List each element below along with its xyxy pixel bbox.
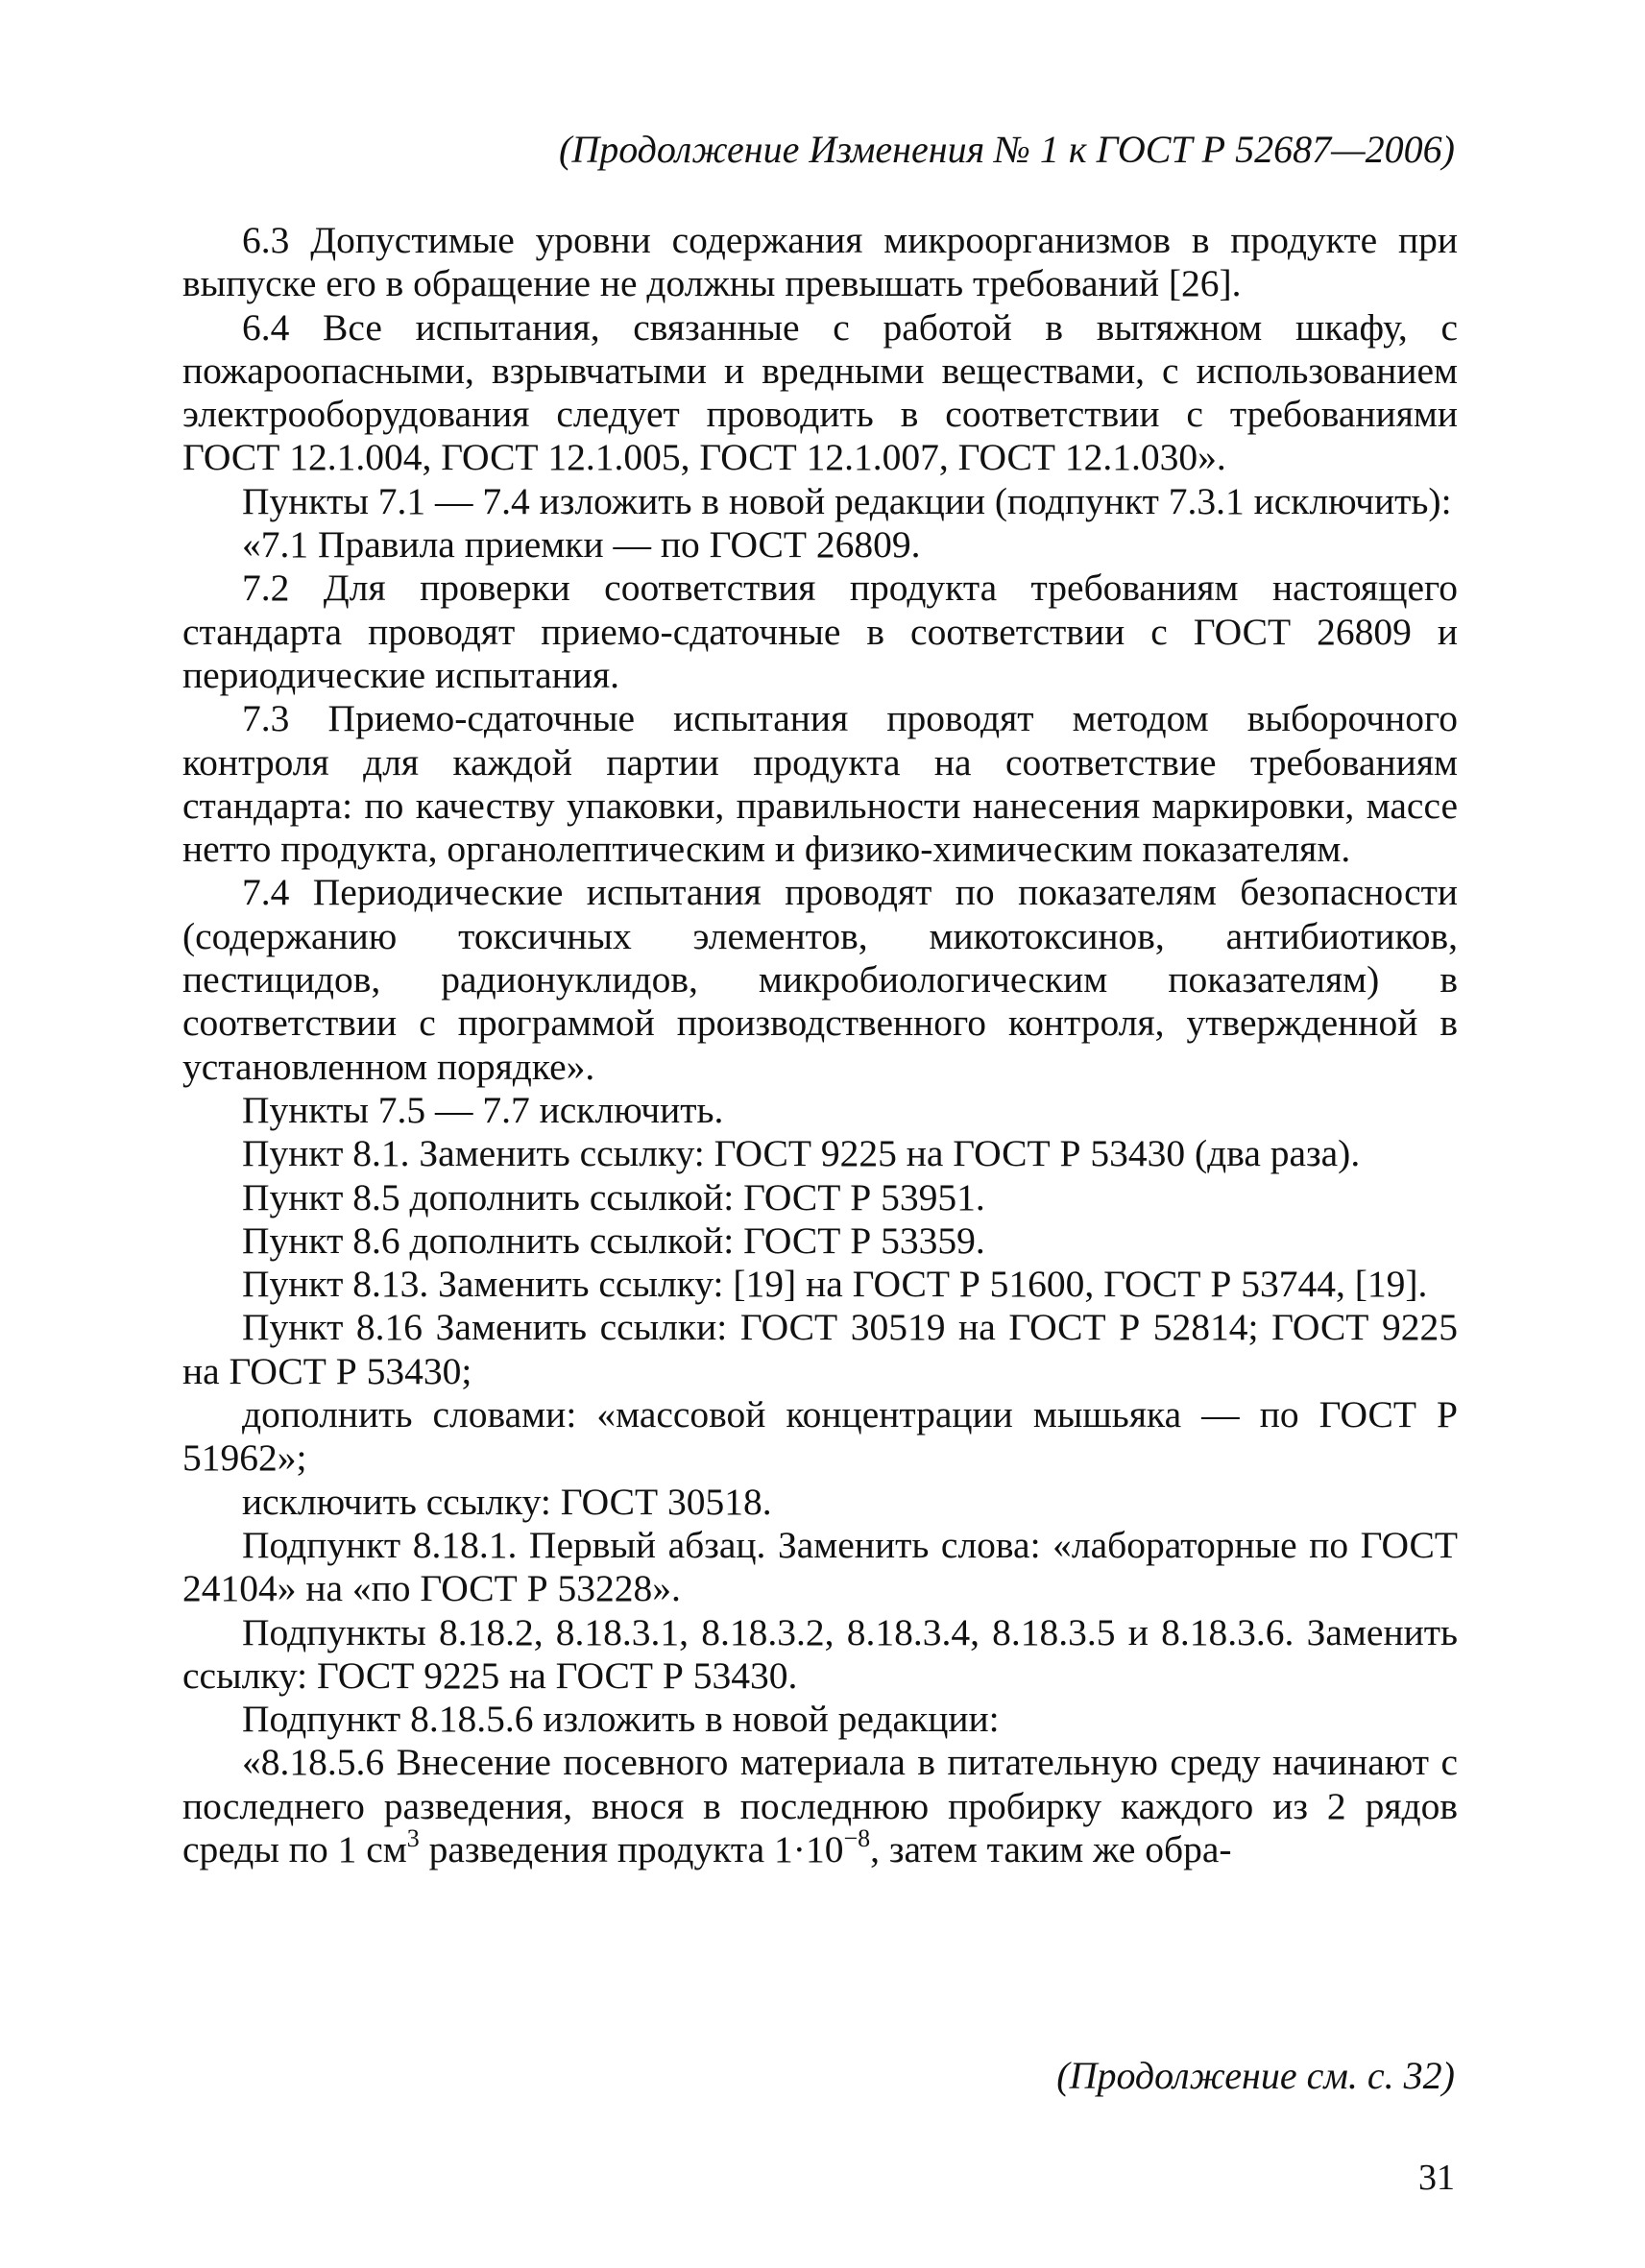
document-body: [182, 219, 1458, 1871]
paragraph-8-16-exclusion: исключить ссылку: ГОСТ 30518.: [242, 1480, 772, 1523]
paragraph-8-5: Пункт 8.5 дополнить ссылкой: ГОСТ Р 53951.: [242, 1175, 985, 1218]
header-continuation-note: (Продолжение Изменения № 1 к ГОСТ Р 52687—2006): [559, 128, 1455, 171]
page-number: 31: [1418, 2158, 1455, 2198]
paragraph-6-3: 6.3 Допустимые уровни содержания микроорганизмов в продукте при выпуске его в обращение не должны превышать требований [26].: [182, 219, 1458, 305]
paragraph-8-16: Пункт 8.16 Заменить ссылки: ГОСТ 30519 на ГОСТ Р 52814; ГОСТ 9225 на ГОСТ Р 53430;: [182, 1306, 1458, 1392]
paragraph-7-3: 7.3 Приемо-сдаточные испытания проводят методом выборочного контроля для каждой партии продукта на соответствие требованиям стандарта: по качеству упаковки, правильности нанесения маркировки, массе нетто продукта, органолептическим и физико-химическим показателям.: [182, 697, 1458, 871]
paragraph-8-1: Пункт 8.1. Заменить ссылку: ГОСТ 9225 на ГОСТ Р 53430 (два раза).: [242, 1132, 1361, 1175]
exponent-superscript: −8: [843, 1823, 871, 1852]
paragraph-8-18-5-6-part2: разведения продукта 1·10: [419, 1827, 844, 1870]
footer-continuation-note: (Продолжение см. с. 32): [1056, 2054, 1455, 2097]
paragraph-7-2: 7.2 Для проверки соответствия продукта требованиям настоящего стандарта проводят приемо-сдаточные в соответствии с ГОСТ 26809 и периодические испытания.: [182, 567, 1458, 696]
paragraph-items-7-1-7-4: Пункты 7.1 — 7.4 изложить в новой редакции (подпункт 7.3.1 исключить):: [242, 479, 1452, 522]
paragraph-8-18-subitems: Подпункты 8.18.2, 8.18.3.1, 8.18.3.2, 8.18.3.4, 8.18.3.5 и 8.18.3.6. Заменить ссылку: ГОСТ 9225 на ГОСТ Р 53430.: [182, 1610, 1458, 1697]
paragraph-8-13: Пункт 8.13. Заменить ссылку: [19] на ГОСТ Р 51600, ГОСТ Р 53744, [19].: [242, 1263, 1428, 1306]
paragraph-8-18-5-6-intro: Подпункт 8.18.5.6 изложить в новой редакции:: [242, 1698, 1000, 1741]
paragraph-6-4: 6.4 Все испытания, связанные с работой в вытяжном шкафу, с пожароопасными, взрывчатыми и вредными веществами, с использованием электрооборудования следует проводить в соответствии с требованиями ГОСТ 12.1.004, ГОСТ 12.1.005, ГОСТ 12.1.007, ГОСТ 12.1.030».: [182, 305, 1458, 479]
paragraph-8-18-1: Подпункт 8.18.1. Первый абзац. Заменить слова: «лабораторные по ГОСТ 24104» на «по ГОСТ Р 53228».: [182, 1523, 1458, 1610]
paragraph-7-4: 7.4 Периодические испытания проводят по показателям безопасности (содержанию токсичных элементов, микотоксинов, антибиотиков, пестицидов, радионуклидов, микробиологическим показателям) в соответствии с программой производственного контроля, утвержденной в установленном порядке».: [182, 871, 1458, 1088]
cubic-superscript: 3: [406, 1823, 420, 1852]
paragraph-8-16-addition: дополнить словами: «массовой концентрации мышьяка — по ГОСТ Р 51962»;: [182, 1393, 1458, 1480]
paragraph-items-7-5-7-7: Пункты 7.5 — 7.7 исключить.: [242, 1088, 724, 1131]
paragraph-8-18-5-6-part1: «8.18.5.6 Внесение посевного материала в питательную среду начинают с последнего разведения, внося в последнюю пробирку каждого из 2 рядов среды по 1 см: [182, 1741, 1458, 1870]
paragraph-7-1: «7.1 Правила приемки — по ГОСТ 26809.: [242, 523, 921, 567]
paragraph-8-18-5-6-part3: , затем таким же обра-: [870, 1827, 1232, 1870]
paragraph-8-6: Пункт 8.6 дополнить ссылкой: ГОСТ Р 53359.: [242, 1218, 985, 1262]
paragraph-8-18-5-6: [182, 1741, 1458, 1871]
